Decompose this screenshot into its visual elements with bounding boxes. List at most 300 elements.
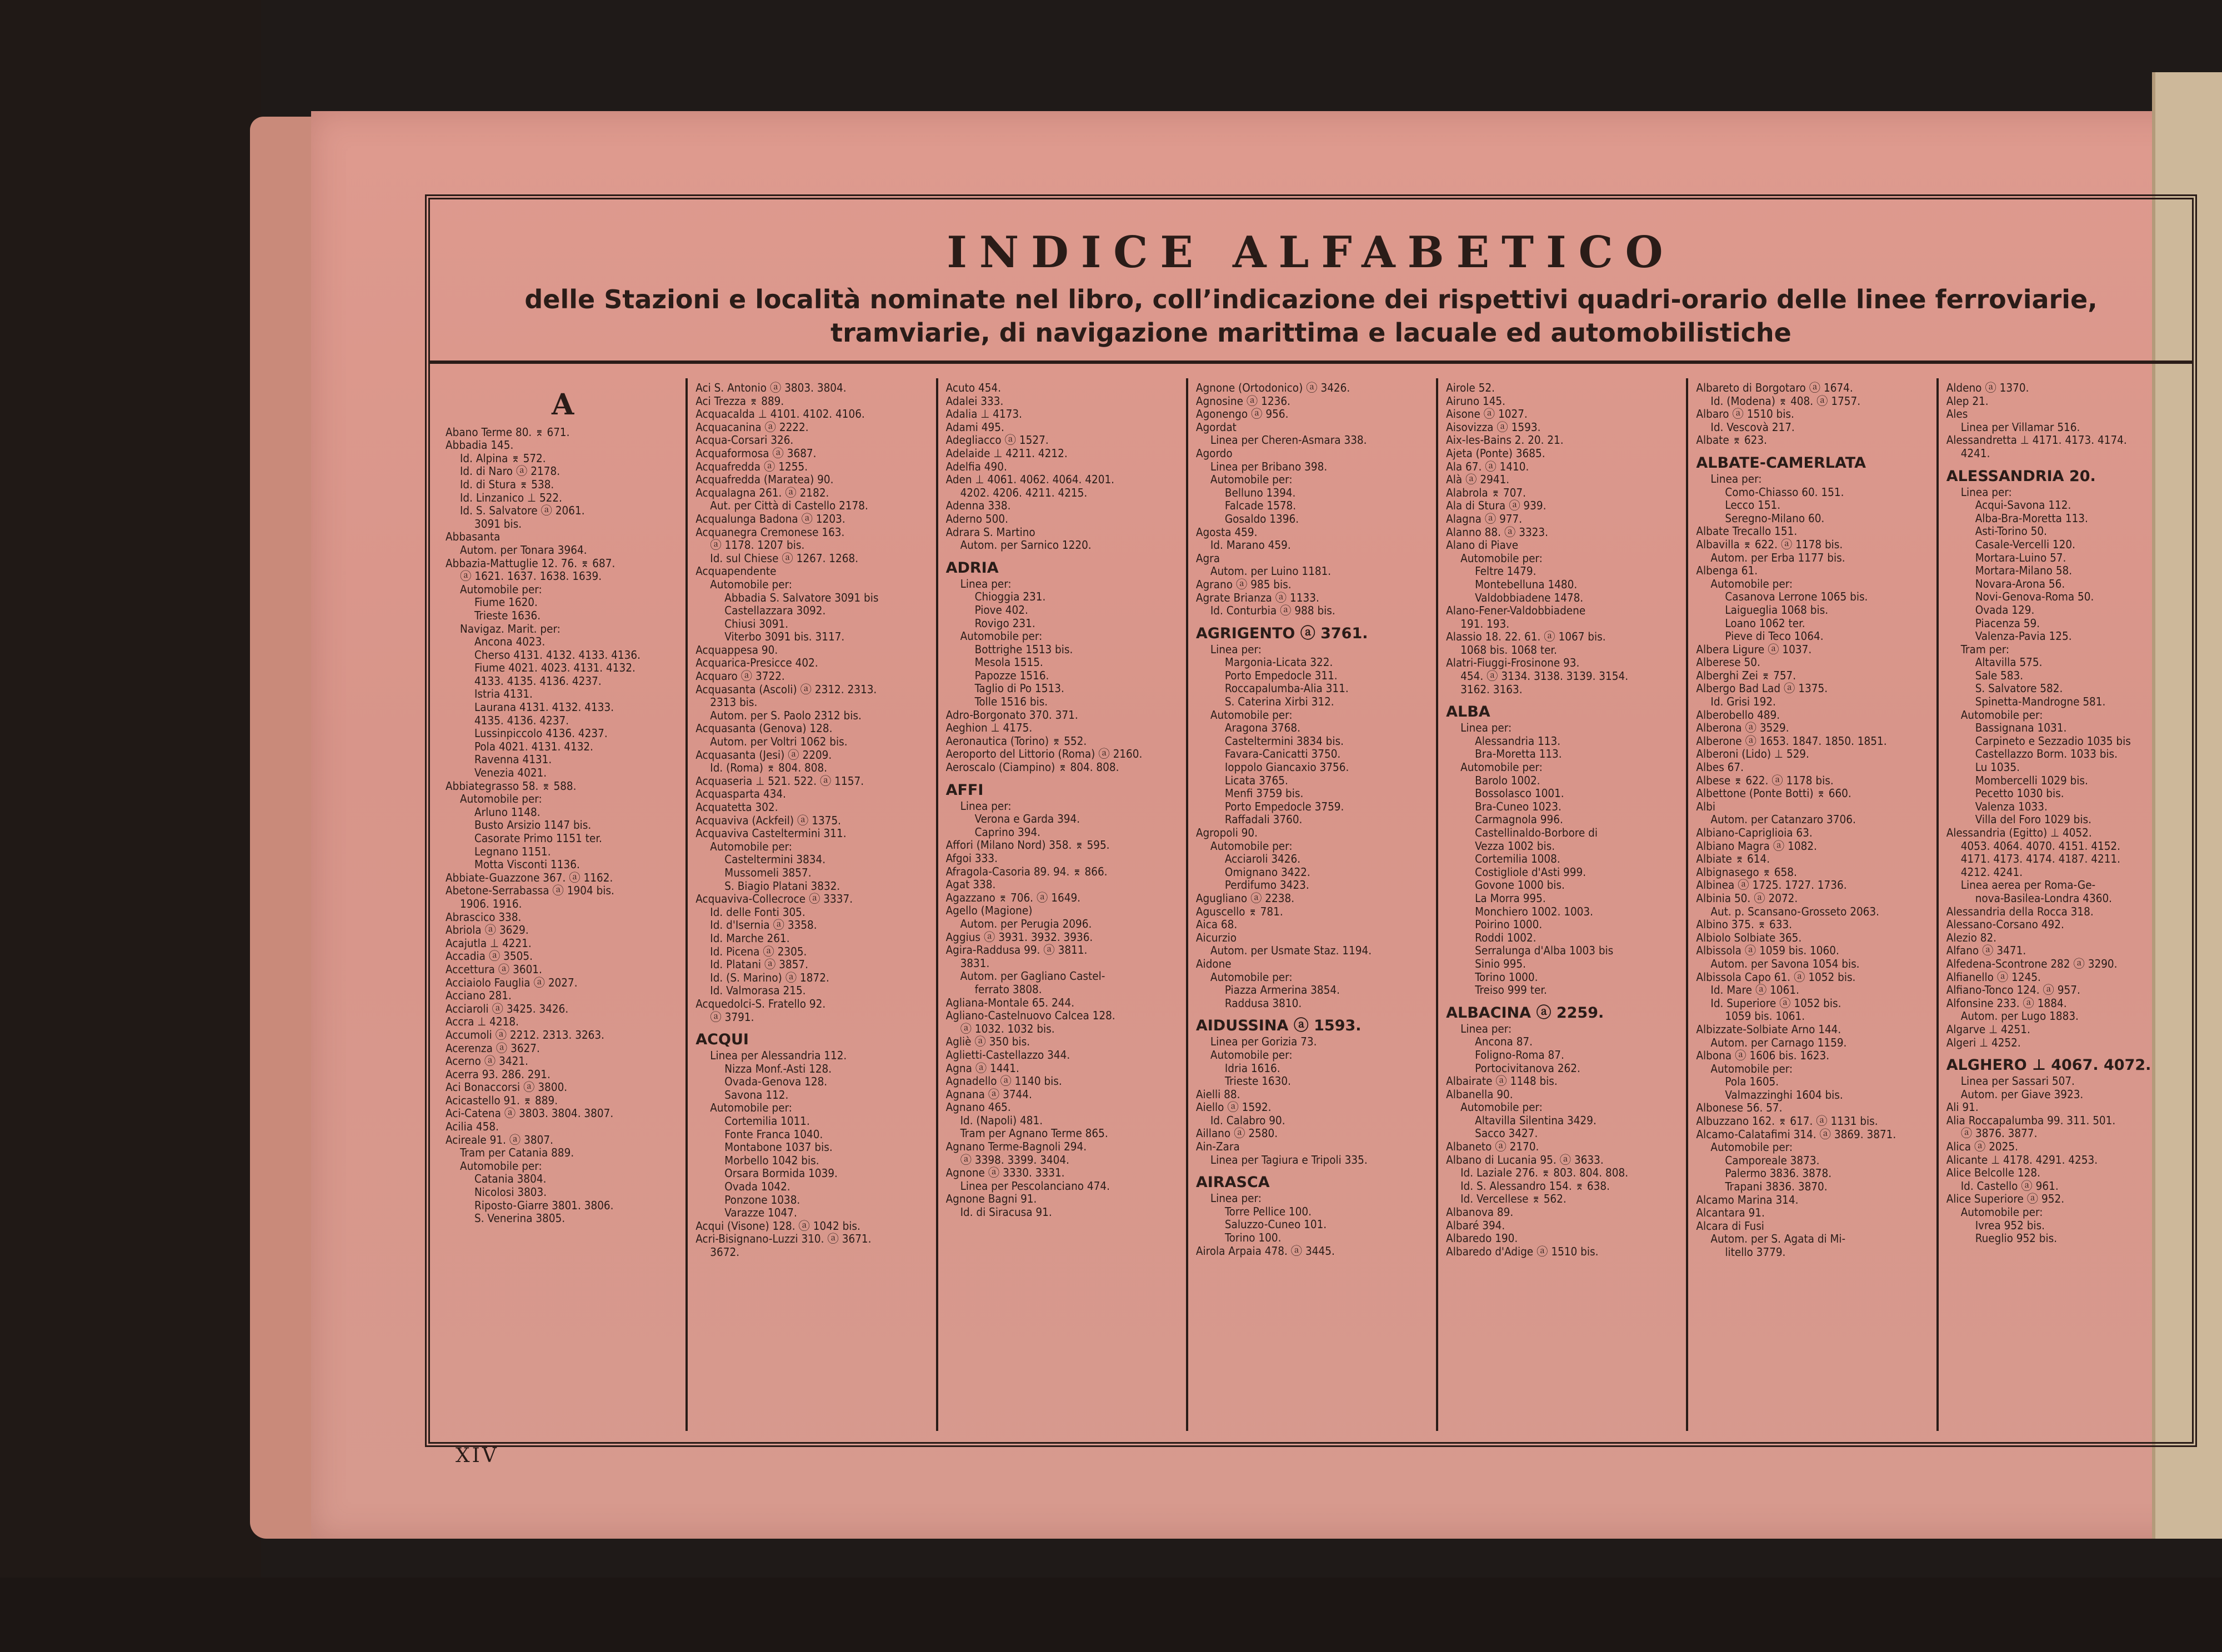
- index-subentry: Linea per:: [1460, 1022, 1512, 1035]
- index-subentry: Serralunga d'Alba 1003 bis: [1475, 944, 1614, 958]
- index-entry: Accra ⊥ 4218.: [446, 1015, 519, 1029]
- index-entry: Agnone Bagni 91.: [945, 1192, 1037, 1206]
- index-frame: [425, 194, 2197, 1447]
- index-entry: Acquatetta 302.: [695, 800, 778, 814]
- index-entry: Acerenza ⓐ 3627.: [446, 1041, 540, 1055]
- index-subentry: Carpineto e Sezzadio 1035 bis: [1975, 734, 2131, 748]
- index-subentry: Verona e Garda 394.: [974, 812, 1080, 826]
- index-entry: Alessandria della Rocca 318.: [1946, 904, 2094, 918]
- index-subentry: Linea per:: [1460, 721, 1512, 735]
- index-entry: Albonese 56. 57.: [1696, 1101, 1783, 1115]
- index-subentry: Id. (Modena) ⌆ 408. ⓐ 1757.: [1710, 394, 1861, 408]
- index-subentry: Mombercelli 1029 bis.: [1975, 773, 2088, 787]
- index-subentry: Belluno 1394.: [1224, 485, 1296, 499]
- index-entry: Agnone (Ortodonico) ⓐ 3426.: [1195, 381, 1350, 394]
- index-subentry: Valdobbiadene 1478.: [1475, 590, 1584, 604]
- index-subentry: Linea per:: [1210, 1192, 1262, 1205]
- index-subentry: 4135. 4136. 4237.: [474, 713, 569, 727]
- index-subentry: Feltre 1479.: [1475, 564, 1537, 578]
- index-subentry: Ancona 4023.: [474, 635, 546, 649]
- index-entry: Acqualunga Badona ⓐ 1203.: [695, 512, 845, 525]
- index-subentry: Id. di Naro ⓐ 2178.: [460, 464, 560, 478]
- index-entry: Acicastello 91. ⌆ 889.: [446, 1093, 558, 1107]
- index-entry: Acri-Bisignano-Luzzi 310. ⓐ 3671.: [695, 1232, 872, 1246]
- index-subentry: 4053. 4064. 4070. 4151. 4152.: [1960, 839, 2121, 853]
- index-entry: Agliè ⓐ 350 bis.: [945, 1035, 1030, 1049]
- index-subentry: Sacco 3427.: [1475, 1127, 1538, 1140]
- index-subentry: ⓐ 1178. 1207 bis.: [710, 538, 805, 552]
- index-subentry: Mortara-Luino 57.: [1975, 550, 2066, 564]
- index-subentry: Piazza Armerina 3854.: [1224, 983, 1340, 997]
- index-entry: Agliano-Castelnuovo Calcea 128.: [945, 1009, 1115, 1023]
- index-entry: Aisovizza ⓐ 1593.: [1446, 420, 1541, 434]
- index-subentry: 4241.: [1960, 446, 1990, 460]
- index-subentry: Autom. per Giave 3923.: [1960, 1087, 2084, 1101]
- index-entry: Acquasparta 434.: [695, 787, 787, 801]
- index-subentry: Cherso 4131. 4132. 4133. 4136.: [474, 648, 640, 662]
- index-entry: Aci Bonaccorsi ⓐ 3800.: [446, 1080, 568, 1094]
- index-entry: Agonengo ⓐ 956.: [1195, 407, 1289, 421]
- index-subentry: Bra-Cuneo 1023.: [1475, 799, 1562, 813]
- index-subentry: Torino 100.: [1224, 1231, 1282, 1245]
- index-entry: Alcantara 91.: [1696, 1206, 1765, 1220]
- index-entry: Acquanegra Cremonese 163.: [695, 525, 845, 539]
- index-entry: Albona ⓐ 1606 bis. 1623.: [1696, 1049, 1830, 1063]
- index-entry: Acquarica-Presicce 402.: [695, 656, 818, 670]
- index-subentry: Id. Conturbia ⓐ 988 bis.: [1210, 604, 1335, 618]
- index-subentry: Valenza 1033.: [1975, 799, 2048, 813]
- index-entry: Accadia ⓐ 3505.: [446, 949, 533, 963]
- index-subentry: Linea per Bribano 398.: [1210, 459, 1328, 473]
- index-subentry: 3831.: [960, 956, 990, 970]
- index-subentry: Montebelluna 1480.: [1475, 577, 1578, 591]
- index-entry: Alica ⓐ 2025.: [1946, 1140, 2018, 1154]
- index-subentry: Nizza Monf.-Asti 128.: [724, 1062, 832, 1075]
- index-subentry: Navigaz. Marit. per:: [460, 622, 560, 635]
- index-subentry: Automobile per:: [710, 839, 793, 853]
- index-entry: Ali 91.: [1946, 1100, 1979, 1114]
- index-entry: Aica 68.: [1195, 918, 1238, 932]
- index-entry: Aisone ⓐ 1027.: [1446, 407, 1528, 421]
- index-entry: Agat 338.: [945, 878, 996, 892]
- index-subentry: Portocivitanova 262.: [1475, 1061, 1580, 1075]
- index-entry: Alberese 50.: [1696, 655, 1760, 669]
- index-subentry: Automobile per:: [1460, 760, 1543, 774]
- index-subtitle: delle Stazioni e località nominate nel libro, coll’indicazione dei rispettivi quadri-orario delle linee ferroviarie, tramviarie, di navigazione marittima e lacuale ed automobilistiche: [524, 284, 2098, 348]
- index-subentry: Lecco 151.: [1725, 498, 1781, 512]
- index-subentry: Trieste 1630.: [1224, 1074, 1291, 1088]
- index-entry: Acquasanta (Genova) 128.: [695, 722, 833, 735]
- index-subentry: Id. Laziale 276. ⌆ 803. 804. 808.: [1460, 1166, 1629, 1180]
- index-entry: Aldeno ⓐ 1370.: [1946, 381, 2029, 394]
- index-subentry: ⓐ 3398. 3399. 3404.: [960, 1153, 1069, 1167]
- index-entry: Abetone-Serrabassa ⓐ 1904 bis.: [446, 884, 614, 898]
- index-entry: Ajeta (Ponte) 3685.: [1446, 446, 1545, 460]
- index-subentry: Valmazzinghi 1604 bis.: [1725, 1088, 1843, 1102]
- index-entry: Alcamo-Calatafimi 314. ⓐ 3869. 3871.: [1696, 1127, 1896, 1141]
- index-subentry: 454. ⓐ 3134. 3138. 3139. 3154.: [1460, 669, 1629, 683]
- index-entry: Alessano-Corsano 492.: [1946, 918, 2064, 932]
- index-subentry: Id. sul Chiese ⓐ 1267. 1268.: [710, 551, 859, 565]
- index-entry: Agropoli 90.: [1195, 826, 1258, 839]
- index-subentry: Autom. per Savona 1054 bis.: [1710, 957, 1860, 970]
- index-subentry: Varazze 1047.: [724, 1206, 797, 1220]
- index-entry: Aggius ⓐ 3931. 3932. 3936.: [945, 930, 1093, 944]
- index-subentry: Nicolosi 3803.: [474, 1185, 547, 1199]
- index-subentry: Casteltermini 3834 bis.: [1224, 734, 1344, 748]
- index-entry: Albinea ⓐ 1725. 1727. 1736.: [1696, 878, 1847, 892]
- index-entry: Acciaroli ⓐ 3425. 3426.: [446, 1002, 569, 1015]
- index-entry: Adenna 338.: [945, 499, 1011, 513]
- index-entry: Abbadia 145.: [446, 438, 514, 452]
- index-subentry: Automobile per:: [460, 582, 542, 596]
- index-entry: Aiello ⓐ 1592.: [1195, 1100, 1272, 1114]
- index-entry: Aix-les-Bains 2. 20. 21.: [1446, 433, 1564, 447]
- index-title: INDICE ALFABETICO: [947, 227, 1675, 278]
- index-entry: Alessandria (Egitto) ⊥ 4052.: [1946, 826, 2092, 839]
- index-entry: Acqua-Corsari 326.: [695, 433, 794, 447]
- station-heading: ALBA: [1446, 703, 1490, 721]
- index-entry: Aci-Catena ⓐ 3803. 3804. 3807.: [446, 1107, 614, 1120]
- index-subentry: Piacenza 59.: [1975, 616, 2040, 630]
- index-entry: Abbazia-Mattuglie 12. 76. ⌆ 687.: [446, 556, 615, 570]
- index-entry: Albinia 50. ⓐ 2072.: [1696, 891, 1798, 905]
- index-subentry: Autom. per Usmate Staz. 1194.: [1210, 944, 1372, 958]
- index-entry: Adegliacco ⓐ 1527.: [945, 433, 1049, 447]
- index-entry: Aci S. Antonio ⓐ 3803. 3804.: [695, 381, 847, 394]
- index-subentry: Torre Pellice 100.: [1224, 1204, 1312, 1218]
- index-entry: Albiano Magra ⓐ 1082.: [1696, 839, 1817, 853]
- index-entry: Albera Ligure ⓐ 1037.: [1696, 642, 1812, 656]
- index-entry: Albareto di Borgotaro ⓐ 1674.: [1696, 381, 1853, 394]
- index-entry: Alberoni (Lido) ⊥ 529.: [1696, 747, 1809, 761]
- index-subentry: Taglio di Po 1513.: [974, 682, 1064, 695]
- index-subentry: Pola 4021. 4131. 4132.: [474, 739, 594, 753]
- index-subentry: Id. Superiore ⓐ 1052 bis.: [1710, 996, 1841, 1010]
- index-subentry: Lussinpiccolo 4136. 4237.: [474, 727, 608, 740]
- index-entry: Alano-Fener-Valdobbiadene: [1446, 604, 1586, 618]
- index-subentry: Cortemilia 1008.: [1475, 852, 1560, 866]
- index-subentry: Automobile per:: [1710, 577, 1793, 590]
- index-entry: Algeri ⊥ 4252.: [1946, 1035, 2021, 1049]
- index-entry: Agnadello ⓐ 1140 bis.: [945, 1074, 1062, 1088]
- index-entry: Agrate Brianza ⓐ 1133.: [1195, 590, 1319, 604]
- index-entry: Airola Arpaia 478. ⓐ 3445.: [1195, 1244, 1335, 1258]
- index-subentry: Legnano 1151.: [474, 844, 551, 858]
- index-subentry: Novi-Genova-Roma 50.: [1975, 590, 2094, 604]
- index-subentry: Fiume 1620.: [474, 595, 538, 609]
- index-entry: Albanella 90.: [1446, 1087, 1513, 1101]
- index-subentry: Mussomeli 3857.: [724, 865, 812, 879]
- index-entry: Alassio 18. 22. 61. ⓐ 1067 bis.: [1446, 630, 1606, 644]
- index-header: [430, 199, 2192, 364]
- index-subentry: Riposto-Giarre 3801. 3806.: [474, 1198, 614, 1212]
- index-subentry: Costigliole d'Asti 999.: [1475, 865, 1587, 879]
- index-subentry: Autom. per Voltri 1062 bis.: [710, 735, 848, 749]
- index-entry: Agnone ⓐ 3330. 3331.: [945, 1166, 1065, 1180]
- index-subentry: Porto Empedocle 311.: [1224, 668, 1338, 682]
- index-subentry: Autom. per S. Agata di Mi-: [1710, 1232, 1846, 1246]
- index-subentry: Ravenna 4131.: [474, 753, 552, 767]
- index-subentry: Omignano 3422.: [1224, 865, 1310, 879]
- index-entry: Albaredo 190.: [1446, 1232, 1518, 1245]
- index-subentry: Favara-Canicatti 3750.: [1224, 747, 1341, 761]
- index-subentry: Porto Empedocle 3759.: [1224, 799, 1344, 813]
- index-subentry: Tram per Agnano Terme 865.: [960, 1127, 1108, 1140]
- index-subentry: Autom. per Carnago 1159.: [1710, 1035, 1847, 1049]
- index-subentry: Trapani 3836. 3870.: [1725, 1180, 1828, 1194]
- index-subentry: Villa del Foro 1029 bis.: [1975, 813, 2091, 827]
- index-subentry: Acciaroli 3426.: [1224, 852, 1301, 866]
- index-subentry: Rovigo 231.: [974, 616, 1035, 630]
- index-subentry: Aut. per Città di Castello 2178.: [710, 499, 868, 513]
- index-subentry: Linea per:: [960, 577, 1012, 590]
- index-entry: Acquedolci-S. Fratello 92.: [695, 997, 826, 1010]
- index-subentry: Torino 1000.: [1475, 970, 1538, 984]
- index-subentry: Roccapalumba-Alia 311.: [1224, 682, 1349, 695]
- index-entry: Albairate ⓐ 1148 bis.: [1446, 1074, 1558, 1088]
- index-entry: Airole 52.: [1446, 381, 1495, 394]
- index-entry: Alice Superiore ⓐ 952.: [1946, 1192, 2065, 1206]
- index-entry: Alberona ⓐ 3529.: [1696, 721, 1789, 735]
- index-entry: Albaré 394.: [1446, 1218, 1505, 1232]
- index-entry: Acerno ⓐ 3421.: [446, 1054, 528, 1068]
- index-entry: Albergo Bad Lad ⓐ 1375.: [1696, 682, 1828, 695]
- index-subentry: Id. Castello ⓐ 961.: [1960, 1179, 2059, 1193]
- index-entry: Acquapendente: [695, 564, 777, 578]
- index-subentry: Linea aerea per Roma-Ge-: [1960, 878, 2096, 892]
- index-subentry: Id. Calabro 90.: [1210, 1113, 1285, 1127]
- index-entry: Albaro ⓐ 1510 bis.: [1696, 407, 1794, 421]
- index-subentry: Linea per:: [1960, 485, 2012, 499]
- index-subentry: Linea per Pescolanciano 474.: [960, 1179, 1110, 1193]
- index-subentry: Casanova Lerrone 1065 bis.: [1725, 590, 1868, 604]
- index-entry: Acquaviva (Ackfeil) ⓐ 1375.: [695, 813, 842, 827]
- index-subentry: Id. Platani ⓐ 3857.: [710, 958, 809, 972]
- index-subentry: Automobile per:: [1210, 708, 1293, 722]
- index-subentry: Fonte Franca 1040.: [724, 1127, 823, 1141]
- index-subentry: Bra-Moretta 113.: [1475, 747, 1562, 761]
- index-column: [936, 378, 1186, 1431]
- index-subentry: Sinio 995.: [1475, 957, 1526, 970]
- index-subentry: Treiso 999 ter.: [1475, 983, 1547, 997]
- index-entry: Acquacalda ⊥ 4101. 4102. 4106.: [695, 407, 865, 421]
- index-subentry: Linea per Cheren-Asmara 338.: [1210, 433, 1367, 447]
- index-entry: Affori (Milano Nord) 358. ⌆ 595.: [945, 838, 1110, 852]
- index-entry: Alanno 88. ⓐ 3323.: [1446, 525, 1548, 539]
- index-entry: Aglietti-Castellazzo 344.: [945, 1048, 1070, 1062]
- index-subentry: Margonia-Licata 322.: [1224, 655, 1333, 669]
- index-entry: Abano Terme 80. ⌆ 671.: [446, 425, 570, 439]
- index-subentry: Cortemilia 1011.: [724, 1114, 810, 1128]
- index-subentry: 191. 193.: [1460, 617, 1510, 630]
- index-subentry: Linea per Sassari 507.: [1960, 1074, 2075, 1088]
- index-subentry: Raddusa 3810.: [1224, 996, 1302, 1010]
- index-subentry: Ponzone 1038.: [724, 1193, 800, 1207]
- index-entry: Alep 21.: [1946, 394, 1989, 408]
- index-entry: Agliana-Montale 65. 244.: [945, 995, 1075, 1009]
- station-heading: ACQUI: [695, 1031, 749, 1049]
- index-entry: Alatri-Fiuggi-Frosinone 93.: [1446, 656, 1580, 670]
- index-subentry: 4171. 4173. 4174. 4187. 4211.: [1960, 852, 2121, 866]
- station-heading: ALESSANDRIA 20.: [1946, 467, 2096, 485]
- index-subentry: Castellinaldo-Borbore di: [1475, 826, 1598, 839]
- index-subentry: Morbello 1042 bis.: [724, 1153, 819, 1167]
- index-subentry: Linea per Alessandria 112.: [710, 1049, 847, 1063]
- index-entry: Acquaseria ⊥ 521. 522. ⓐ 1157.: [695, 774, 864, 788]
- index-subentry: Piove 402.: [974, 603, 1028, 617]
- index-subentry: Linea per:: [1210, 642, 1262, 656]
- index-entry: Acqualagna 261. ⓐ 2182.: [695, 485, 829, 499]
- index-entry: Alcara di Fusi: [1696, 1219, 1764, 1233]
- index-subentry: Id. (Roma) ⌆ 804. 808.: [710, 761, 828, 775]
- index-entry: Albissola ⓐ 1059 bis. 1060.: [1696, 944, 1839, 958]
- index-entry: Albenga 61.: [1696, 564, 1758, 578]
- index-entry: Algarve ⊥ 4251.: [1946, 1022, 2030, 1036]
- index-column: [1686, 378, 1936, 1431]
- index-entry: Acquaro ⓐ 3722.: [695, 669, 785, 683]
- index-entry: Aidone: [1195, 957, 1232, 970]
- index-subentry: Id. Marano 459.: [1210, 538, 1291, 552]
- index-subentry: Id. Vercellese ⌆ 562.: [1460, 1192, 1567, 1206]
- index-entry: Albiano-Capriglioia 63.: [1696, 826, 1813, 839]
- index-subentry: ⓐ 3791.: [710, 1010, 754, 1024]
- index-subentry: Aragona 3768.: [1224, 721, 1300, 735]
- index-subentry: Bossolasco 1001.: [1475, 787, 1564, 800]
- index-entry: Acireale 91. ⓐ 3807.: [446, 1133, 553, 1147]
- index-entry: Alfedena-Scontrone 282 ⓐ 3290.: [1946, 957, 2118, 970]
- index-entry: Agordat: [1195, 420, 1237, 434]
- index-entry: Alfianello ⓐ 1245.: [1946, 970, 2041, 984]
- index-subentry: Automobile per:: [1210, 473, 1293, 487]
- index-entry: Alberghi Zei ⌆ 757.: [1696, 668, 1796, 682]
- index-entry: Albavilla ⌆ 622. ⓐ 1178 bis.: [1696, 537, 1843, 551]
- index-subentry: La Morra 995.: [1475, 891, 1546, 905]
- index-entry: Albizzate-Solbiate Arno 144.: [1696, 1022, 1841, 1036]
- index-entry: Abbiate-Guazzone 367. ⓐ 1162.: [446, 870, 613, 884]
- index-subentry: Automobile per:: [1710, 1140, 1793, 1154]
- index-subentry: Saluzzo-Cuneo 101.: [1224, 1218, 1327, 1232]
- index-entry: Aderno 500.: [945, 512, 1008, 525]
- index-subentry: Mortara-Milano 58.: [1975, 564, 2073, 578]
- index-subentry: Como-Chiasso 60. 151.: [1725, 485, 1844, 499]
- index-subentry: Alessandria 113.: [1475, 734, 1561, 748]
- index-entry: Albino 375. ⌆ 633.: [1696, 918, 1793, 932]
- index-subentry: Automobile per:: [1210, 839, 1293, 853]
- index-entry: Aden ⊥ 4061. 4062. 4064. 4201.: [945, 473, 1115, 487]
- index-entry: Adami 495.: [945, 420, 1004, 434]
- index-column: [1436, 378, 1686, 1431]
- index-entry: Aguscello ⌆ 781.: [1195, 904, 1283, 918]
- index-subentry: Autom. per Tonara 3964.: [460, 543, 587, 557]
- index-entry: Acquaformosa ⓐ 3687.: [695, 446, 817, 460]
- index-subentry: Viterbo 3091 bis. 3117.: [724, 630, 845, 644]
- index-subentry: Istria 4131.: [474, 687, 533, 701]
- index-entry: Agrano ⓐ 985 bis.: [1195, 577, 1292, 591]
- station-heading: AGRIGENTO ⓐ 3761.: [1195, 624, 1368, 642]
- index-entry: Agordo: [1195, 446, 1233, 460]
- index-subentry: Id. Picena ⓐ 2305.: [710, 944, 807, 958]
- index-entry: Acquafredda ⓐ 1255.: [695, 459, 808, 473]
- index-subentry: Ioppolo Giancaxio 3756.: [1224, 760, 1349, 774]
- index-subentry: Id. Linzanico ⊥ 522.: [460, 490, 562, 504]
- index-entry: Alfano ⓐ 3471.: [1946, 944, 2026, 958]
- index-entry: Albaneto ⓐ 2170.: [1446, 1140, 1539, 1154]
- index-entry: Aeroporto del Littorio (Roma) ⓐ 2160.: [945, 747, 1143, 761]
- index-subentry: Autom. per Sarnico 1220.: [960, 538, 1092, 552]
- index-subentry: Caprino 394.: [974, 825, 1041, 839]
- index-entry: Alice Belcolle 128.: [1946, 1166, 2040, 1180]
- index-subentry: Ovada-Genova 128.: [724, 1075, 828, 1089]
- index-entry: Agna ⓐ 1441.: [945, 1061, 1019, 1075]
- index-subentry: Menfi 3759 bis.: [1224, 787, 1304, 800]
- index-entry: Ala 67. ⓐ 1410.: [1446, 459, 1529, 473]
- station-heading: ALGHERO ⊥ 4067. 4072.: [1946, 1057, 2151, 1074]
- index-subentry: Automobile per:: [1460, 551, 1543, 565]
- index-subentry: Aut. p. Scansano-Grosseto 2063.: [1710, 904, 1880, 918]
- index-entry: Aci Trezza ⌆ 889.: [695, 394, 784, 408]
- index-entry: Albignasego ⌆ 658.: [1696, 865, 1797, 879]
- index-entry: Alagna ⓐ 977.: [1446, 512, 1523, 525]
- index-subentry: Seregno-Milano 60.: [1725, 511, 1825, 525]
- index-entry: Acilia 458.: [446, 1120, 499, 1134]
- index-subentry: Linea per Tagiura e Tripoli 335.: [1210, 1153, 1368, 1167]
- index-subentry: Automobile per:: [1460, 1100, 1543, 1114]
- index-subentry: Asti-Torino 50.: [1975, 524, 2047, 538]
- index-subentry: Sale 583.: [1975, 668, 2024, 682]
- index-subentry: Carmagnola 996.: [1475, 813, 1563, 827]
- index-entry: Agnosine ⓐ 1236.: [1195, 394, 1290, 408]
- index-subentry: Automobile per:: [710, 1101, 793, 1115]
- index-subentry: ⓐ 1032. 1032 bis.: [960, 1022, 1055, 1035]
- index-entry: Albissola Capo 61. ⓐ 1052 bis.: [1696, 970, 1856, 984]
- index-entry: Alabrola ⌆ 707.: [1446, 485, 1526, 499]
- index-entry: Acquasanta (Jesi) ⓐ 2209.: [695, 748, 832, 762]
- index-entry: Albi: [1696, 799, 1715, 813]
- index-subentry: Autom. per Luino 1181.: [1210, 564, 1332, 578]
- index-subentry: Monchiero 1002. 1003.: [1475, 904, 1594, 918]
- index-subentry: Automobile per:: [1210, 1048, 1293, 1062]
- index-entry: Agnano Terme-Bagnoli 294.: [945, 1140, 1087, 1154]
- index-subentry: Pola 1605.: [1725, 1075, 1779, 1089]
- index-entry: Agira-Raddusa 99. ⓐ 3811.: [945, 943, 1088, 957]
- index-subentry: Automobile per:: [460, 1159, 542, 1173]
- index-subentry: Busto Arsizio 1147 bis.: [474, 818, 592, 832]
- index-subentry: Alba-Bra-Moretta 113.: [1975, 511, 2088, 525]
- index-subentry: Castellazzara 3092.: [724, 604, 826, 618]
- index-entry: Agello (Magione): [945, 904, 1033, 918]
- index-subentry: Raffadali 3760.: [1224, 813, 1303, 827]
- index-entry: Acquasanta (Ascoli) ⓐ 2312. 2313.: [695, 682, 877, 696]
- index-subentry: Roddi 1002.: [1475, 930, 1537, 944]
- index-subentry: Bottrighe 1513 bis.: [974, 642, 1073, 656]
- index-subentry: Montabone 1037 bis.: [724, 1140, 833, 1154]
- index-columns: [438, 378, 2186, 1431]
- index-entry: Acquappesa 90.: [695, 643, 778, 657]
- index-entry: Adelfia 490.: [945, 459, 1007, 473]
- index-entry: Abrascico 338.: [446, 910, 522, 924]
- index-subentry: S. Salvatore 582.: [1975, 682, 2063, 695]
- index-entry: Adalei 333.: [945, 394, 1004, 408]
- index-subentry: Arluno 1148.: [474, 805, 541, 819]
- index-entry: Acciaiolo Fauglia ⓐ 2027.: [446, 975, 578, 989]
- index-entry: Ain-Zara: [1195, 1140, 1240, 1154]
- index-entry: Abbiategrasso 58. ⌆ 588.: [446, 779, 577, 793]
- index-subentry: Id. Vescovà 217.: [1710, 420, 1795, 434]
- index-entry: Albano di Lucania 95. ⓐ 3633.: [1446, 1153, 1604, 1167]
- index-subentry: Palermo 3836. 3878.: [1725, 1167, 1832, 1180]
- index-entry: Albiolo Solbiate 365.: [1696, 930, 1802, 944]
